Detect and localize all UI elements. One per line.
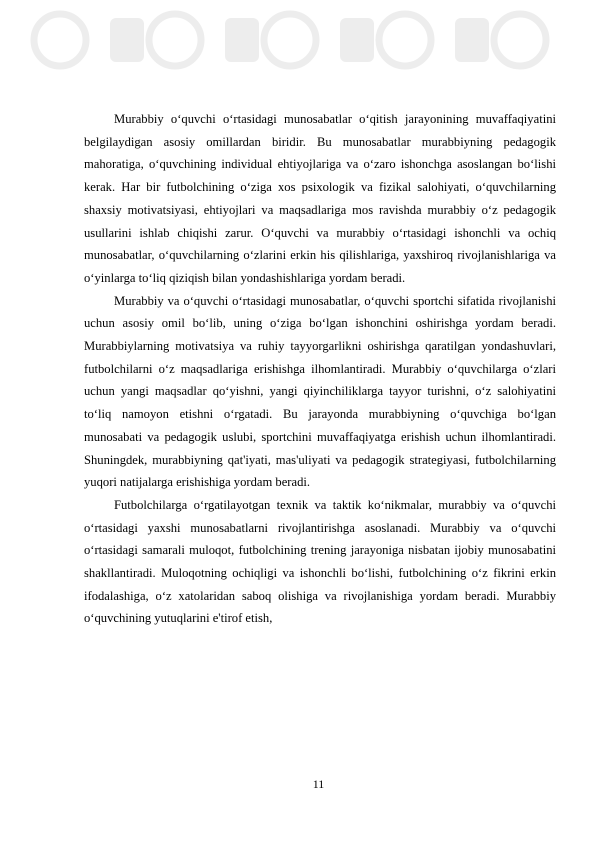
body-text — [84, 108, 556, 630]
watermark-ring — [149, 14, 201, 66]
paragraph: Futbolchilarga o‘rgatilayotgan texnik va taktik ko‘nikmalar, murabbiy va o‘quvchi o‘rtasidagi yaxshi munosabatlarni rivojlantirishga asoslanadi. Murabbiy va o‘quvchi o‘rtasidagi samarali muloqot, futbolchining trening jarayoniga nisbatan ijobiy munosabatini shakllantiradi. Muloqotning ochiqligi va ishonchli bo‘lishi, futbolchining o‘z fikrini erkin ifodalashiga, o‘z xatolaridan saboq olishiga va rivojlanishiga yordam beradi. Murabbiy o‘quvchining yutuqlarini e'tirof etish, — [84, 497, 556, 626]
watermark-block — [110, 18, 144, 62]
paragraph: Murabbiy o‘quvchi o‘rtasidagi munosabatlar o‘qitish jarayonining muvaffaqiyatini belgilaydigan asosiy omillardan biridir. Bu munosabatlar murabbiyning pedagogik mahoratiga, o‘quvchining individual ehtiyojlariga va o‘zaro ishonchga asoslangan bo‘lishi kerak. Har bir futbolchining o‘ziga xos psixologik va fizikal salohiyati, o‘quvchilarning shaxsiy motivatsiyasi, ehtiyojlari va maqsadlariga mos ravishda murabbiy o‘z pedagogik usullarini ishlab chiqishi zarur. O‘quvchi va murabbiy o‘rtasidagi ishonchli va ochiq munosabatlar, o‘quvchilarning o‘zlarini erkin his qilishlariga, yaxshiroq rivojlanishlariga va o‘yinlarga to‘liq qiziqish bilan yondashishlariga yordam beradi. — [84, 112, 556, 285]
watermark-block — [340, 18, 374, 62]
watermark-ring — [379, 14, 431, 66]
watermark-block — [455, 18, 489, 62]
watermark-ring — [494, 14, 546, 66]
watermark-ring — [34, 14, 86, 66]
paragraph: Murabbiy va o‘quvchi o‘rtasidagi munosabatlar, o‘quvchi sportchi sifatida rivojlanishi uchun asosiy omil bo‘lib, uning o‘ziga bo‘lgan ishonchini oshirishga yordam beradi. Murabbiylarning motivatsiya va ruhiy tayyorgarlikni oshirishga qaratilgan yondashuvlari, futbolchilarni o‘z maqsadlariga erishishga ilhomlantiradi. Murabbiy o‘quvchilarga o‘zlari uchun yangi maqsadlar qo‘yishni, yangi qiyinchiliklarga tayyor turishni, o‘z salohiyatini to‘liq namoyon etishni o‘rgatadi. Bu jarayonda murabbiyning o‘quvchiga bo‘lgan munosabati va pedagogik uslubi, sportchini muvaffaqiyatga erishish uchun ilhomlantiradi. Shuningdek, murabbiyning qat'iyati, mas'uliyati va pedagogik strategiyasi, futbolchilarning yuqori natijalarga erishishiga yordam beradi. — [84, 293, 556, 490]
page-number: 11 — [312, 777, 325, 791]
watermark-ring — [264, 14, 316, 66]
watermark-block — [225, 18, 259, 62]
